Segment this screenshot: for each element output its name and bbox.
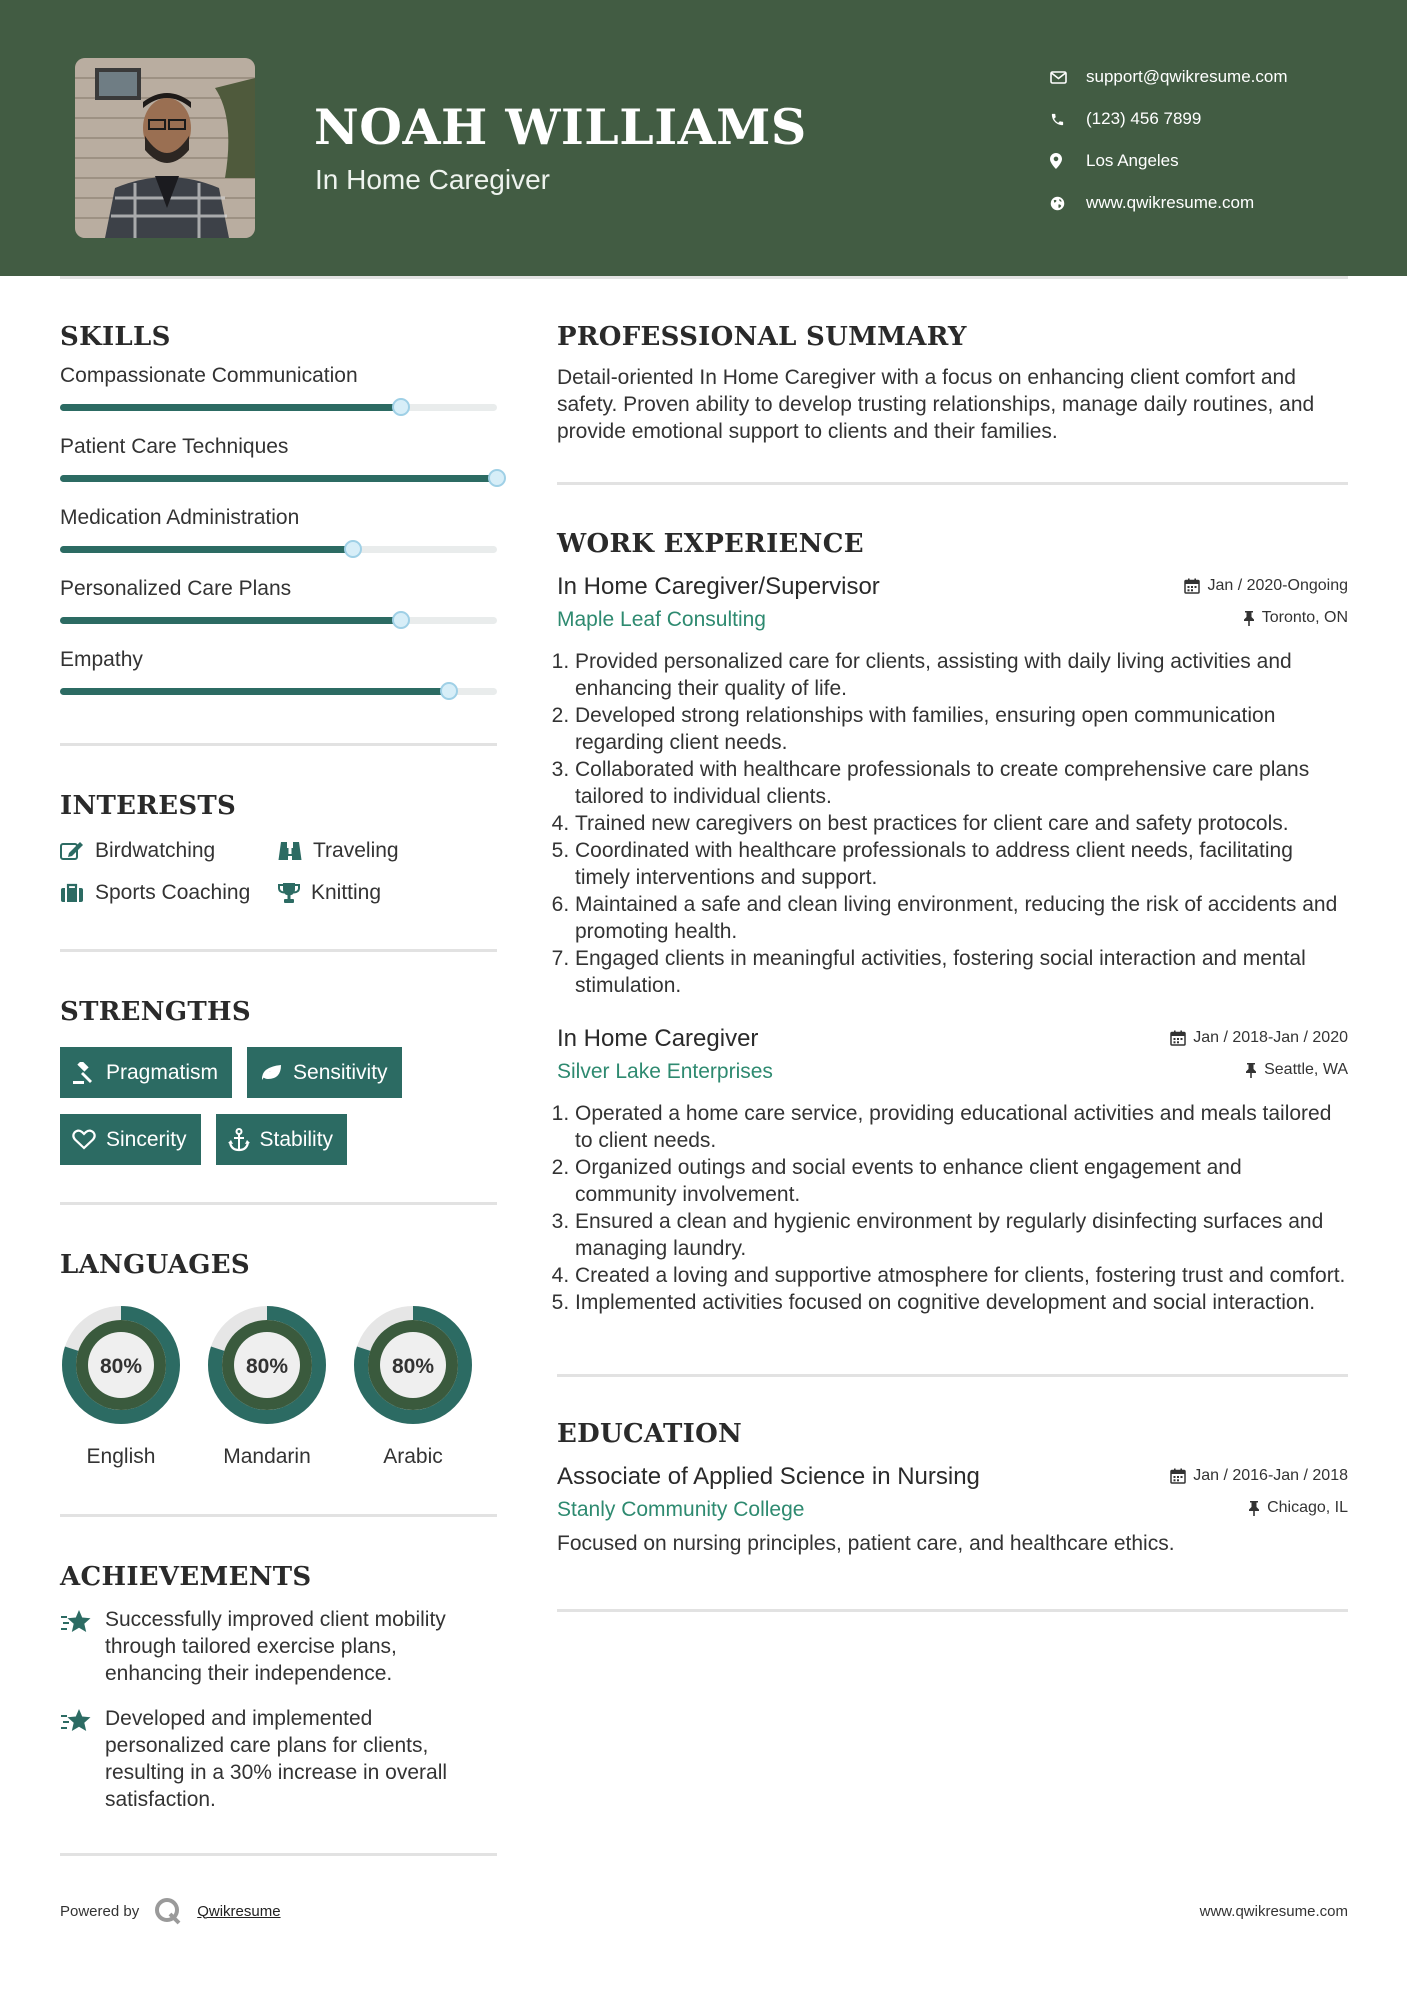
contact-website[interactable] bbox=[1050, 182, 1288, 224]
duty-item: 7. Engaged clients in meaningful activities, fostering social interaction and mental stimulation. bbox=[575, 945, 1348, 999]
job-entry bbox=[557, 1025, 1348, 1316]
job-date-text: Jan / 2018-Jan / 2020 bbox=[1193, 1029, 1348, 1046]
language-progress-ring bbox=[352, 1304, 474, 1426]
skill-bar bbox=[60, 617, 497, 624]
school-name: Stanly Community College bbox=[557, 1498, 805, 1521]
language-percent: 80% bbox=[99, 1355, 143, 1378]
languages-heading: LANGUAGES bbox=[60, 1250, 250, 1280]
achievements-heading: ACHIEVEMENTS bbox=[60, 1562, 312, 1592]
job-title: In Home Caregiver bbox=[557, 1025, 759, 1052]
strength-tag bbox=[216, 1114, 348, 1165]
qwikresume-link[interactable]: Qwikresume bbox=[197, 1902, 281, 1920]
skill-level-knob bbox=[392, 398, 410, 416]
skill-level-knob bbox=[488, 469, 506, 487]
qwikresume-logo-icon bbox=[153, 1896, 183, 1926]
job-date bbox=[1170, 1029, 1348, 1047]
duty-item: 5. Implemented activities focused on cognitive development and social interaction. bbox=[575, 1289, 1348, 1316]
pushpin-icon bbox=[1243, 610, 1255, 626]
duty-item: 4. Trained new caregivers on best practices for client care and safety protocols. bbox=[575, 810, 1348, 837]
job-duties bbox=[557, 648, 1348, 999]
skills-list bbox=[60, 364, 497, 695]
calendar-icon bbox=[1170, 1468, 1186, 1484]
duty-item: 2. Organized outings and social events to enhance client engagement and community involvement. bbox=[575, 1154, 1348, 1208]
summary-heading: PROFESSIONAL SUMMARY bbox=[557, 322, 967, 352]
interest-label: Traveling bbox=[313, 839, 399, 862]
strength-label: Sincerity bbox=[106, 1127, 187, 1151]
strengths-list bbox=[60, 1047, 497, 1165]
contact-location bbox=[1050, 140, 1288, 182]
star-icon bbox=[60, 1608, 94, 1636]
job-date bbox=[1184, 577, 1348, 595]
interest-item bbox=[278, 881, 478, 905]
profile-photo bbox=[75, 58, 255, 238]
contact-phone-text: (123) 456 7899 bbox=[1086, 109, 1202, 128]
contact-website-text: www.qwikresume.com bbox=[1086, 193, 1255, 212]
language-name: Arabic bbox=[383, 1445, 443, 1468]
map-pin-icon bbox=[1050, 153, 1086, 169]
duty-item: 1. Provided personalized care for clients, assisting with daily living activities and enhancing their quality of life. bbox=[575, 648, 1348, 702]
job-location-text: Toronto, ON bbox=[1261, 609, 1348, 626]
strengths-section bbox=[60, 952, 497, 1165]
skill-name: Personalized Care Plans bbox=[60, 577, 292, 600]
interest-label: Sports Coaching bbox=[95, 881, 251, 904]
skill-item bbox=[60, 364, 497, 411]
achievements-section bbox=[60, 1517, 497, 1813]
envelope-icon bbox=[1050, 71, 1086, 84]
interests-list bbox=[60, 839, 497, 905]
duty-item: 4. Created a loving and supportive atmosphere for clients, fostering trust and comfort. bbox=[575, 1262, 1348, 1289]
calendar-icon bbox=[1170, 1030, 1186, 1046]
company-name: Maple Leaf Consulting bbox=[557, 608, 766, 631]
footer-website[interactable]: www.qwikresume.com bbox=[1199, 1903, 1348, 1920]
skill-name: Empathy bbox=[60, 648, 143, 671]
language-name: Mandarin bbox=[223, 1445, 311, 1468]
pushpin-icon bbox=[1245, 1062, 1257, 1078]
achievement-text: Successfully improved client mobility through tailored exercise plans, enhancing their independence. bbox=[105, 1608, 446, 1685]
achievement-text: Developed and implemented personalized care plans for clients, resulting in a 30% increase in overall satisfaction. bbox=[105, 1707, 448, 1811]
summary-section bbox=[557, 276, 1348, 445]
job-location bbox=[1245, 1061, 1348, 1079]
footer-powered-by bbox=[60, 1896, 281, 1926]
briefcase-icon bbox=[60, 883, 84, 903]
languages-list bbox=[60, 1304, 497, 1469]
pushpin-icon bbox=[1248, 1500, 1260, 1516]
skill-bar-fill bbox=[60, 404, 401, 411]
languages-section bbox=[60, 1205, 497, 1469]
gavel-icon bbox=[72, 1062, 96, 1084]
summary-text: Detail-oriented In Home Caregiver with a focus on enhancing client comfort and safety. Proven ability to develop trusting relationships, manage daily routines, and provide emotional support to clients and their families. bbox=[557, 366, 1315, 443]
language-name: English bbox=[86, 1445, 156, 1468]
skill-level-knob bbox=[392, 611, 410, 629]
interest-item bbox=[278, 839, 478, 863]
skills-heading: SKILLS bbox=[60, 322, 171, 352]
achievement-item bbox=[60, 1705, 497, 1813]
candidate-name: NOAH WILLIAMS bbox=[314, 98, 807, 156]
skill-level-knob bbox=[344, 540, 362, 558]
contact-list bbox=[1050, 56, 1288, 224]
interest-label: Knitting bbox=[311, 881, 382, 904]
strengths-heading: STRENGTHS bbox=[60, 997, 251, 1027]
anchor-icon bbox=[228, 1128, 250, 1152]
contact-location-text: Los Angeles bbox=[1086, 151, 1179, 170]
strength-label: Stability bbox=[259, 1127, 334, 1151]
heart-icon bbox=[72, 1129, 96, 1150]
job-date-text: Jan / 2020-Ongoing bbox=[1207, 577, 1348, 594]
right-column bbox=[557, 276, 1348, 1612]
resume-header bbox=[0, 0, 1407, 276]
language-item bbox=[206, 1304, 328, 1469]
language-item bbox=[60, 1304, 182, 1469]
binoculars-icon bbox=[278, 840, 302, 862]
skill-bar-fill bbox=[60, 475, 497, 482]
education-location-text: Chicago, IL bbox=[1267, 1499, 1348, 1516]
section-divider bbox=[60, 1853, 497, 1856]
duty-item: 3. Collaborated with healthcare professionals to create comprehensive care plans tailored to individual clients. bbox=[575, 756, 1348, 810]
duty-item: 2. Developed strong relationships with families, ensuring open communication regarding client needs. bbox=[575, 702, 1348, 756]
skill-bar bbox=[60, 404, 497, 411]
skill-bar-fill bbox=[60, 688, 449, 695]
duty-item: 3. Ensured a clean and hygienic environment by regularly disinfecting surfaces and managing laundry. bbox=[575, 1208, 1348, 1262]
strength-label: Sensitivity bbox=[293, 1060, 388, 1084]
language-percent: 80% bbox=[391, 1355, 435, 1378]
skill-item bbox=[60, 506, 497, 553]
powered-by-label: Powered by bbox=[60, 1902, 140, 1920]
contact-phone[interactable] bbox=[1050, 98, 1288, 140]
interest-label: Birdwatching bbox=[95, 839, 216, 862]
education-location bbox=[1248, 1499, 1348, 1517]
education-description: Focused on nursing principles, patient care, and healthcare ethics. bbox=[557, 1532, 1175, 1555]
interests-section bbox=[60, 746, 497, 905]
skill-name: Compassionate Communication bbox=[60, 364, 358, 387]
skill-bar bbox=[60, 475, 497, 482]
globe-icon bbox=[1050, 196, 1086, 211]
star-icon bbox=[60, 1707, 94, 1735]
language-item bbox=[352, 1304, 474, 1469]
skills-section bbox=[60, 276, 497, 695]
job-duties bbox=[557, 1100, 1348, 1316]
strength-tag bbox=[247, 1047, 402, 1098]
experience-section bbox=[557, 485, 1348, 1316]
candidate-title: In Home Caregiver bbox=[315, 164, 550, 195]
phone-icon bbox=[1050, 112, 1086, 127]
education-date bbox=[1170, 1467, 1348, 1485]
strength-tag bbox=[60, 1047, 232, 1098]
education-section bbox=[557, 1377, 1348, 1557]
interest-item bbox=[60, 839, 278, 863]
contact-email-text: support@qwikresume.com bbox=[1086, 67, 1288, 86]
section-divider bbox=[557, 1609, 1348, 1612]
duty-item: 5. Coordinated with healthcare professionals to address client needs, facilitating timely interventions and support. bbox=[575, 837, 1348, 891]
skill-item bbox=[60, 577, 497, 624]
trophy-icon bbox=[278, 882, 300, 904]
duty-item: 1. Operated a home care service, providing educational activities and meals tailored to client needs. bbox=[575, 1100, 1348, 1154]
skill-bar bbox=[60, 546, 497, 553]
language-progress-ring bbox=[206, 1304, 328, 1426]
job-title: In Home Caregiver/Supervisor bbox=[557, 573, 880, 600]
strength-tag bbox=[60, 1114, 201, 1165]
education-date-text: Jan / 2016-Jan / 2018 bbox=[1193, 1467, 1348, 1484]
skill-level-knob bbox=[440, 682, 458, 700]
job-location-text: Seattle, WA bbox=[1264, 1061, 1348, 1078]
skill-bar-fill bbox=[60, 546, 353, 553]
skill-bar-fill bbox=[60, 617, 401, 624]
interest-item bbox=[60, 881, 278, 905]
skill-name: Medication Administration bbox=[60, 506, 300, 529]
contact-email[interactable] bbox=[1050, 56, 1288, 98]
job-entry bbox=[557, 573, 1348, 999]
left-column bbox=[60, 276, 497, 1856]
achievement-item bbox=[60, 1606, 497, 1687]
skill-item bbox=[60, 648, 497, 695]
job-location bbox=[1243, 609, 1348, 627]
interests-heading: INTERESTS bbox=[60, 791, 237, 821]
duty-item: 6. Maintained a safe and clean living environment, reducing the risk of accidents and promoting health. bbox=[575, 891, 1348, 945]
experience-heading: WORK EXPERIENCE bbox=[557, 529, 864, 559]
calendar-icon bbox=[1184, 578, 1200, 594]
skill-item bbox=[60, 435, 497, 482]
skill-name: Patient Care Techniques bbox=[60, 435, 289, 458]
skill-bar bbox=[60, 688, 497, 695]
edit-icon bbox=[60, 841, 84, 861]
leaf-icon bbox=[259, 1063, 283, 1083]
education-heading: EDUCATION bbox=[557, 1419, 743, 1449]
strength-label: Pragmatism bbox=[106, 1060, 219, 1084]
language-percent: 80% bbox=[245, 1355, 289, 1378]
company-name: Silver Lake Enterprises bbox=[557, 1060, 773, 1083]
degree-title: Associate of Applied Science in Nursing bbox=[557, 1463, 980, 1490]
language-progress-ring bbox=[60, 1304, 182, 1426]
